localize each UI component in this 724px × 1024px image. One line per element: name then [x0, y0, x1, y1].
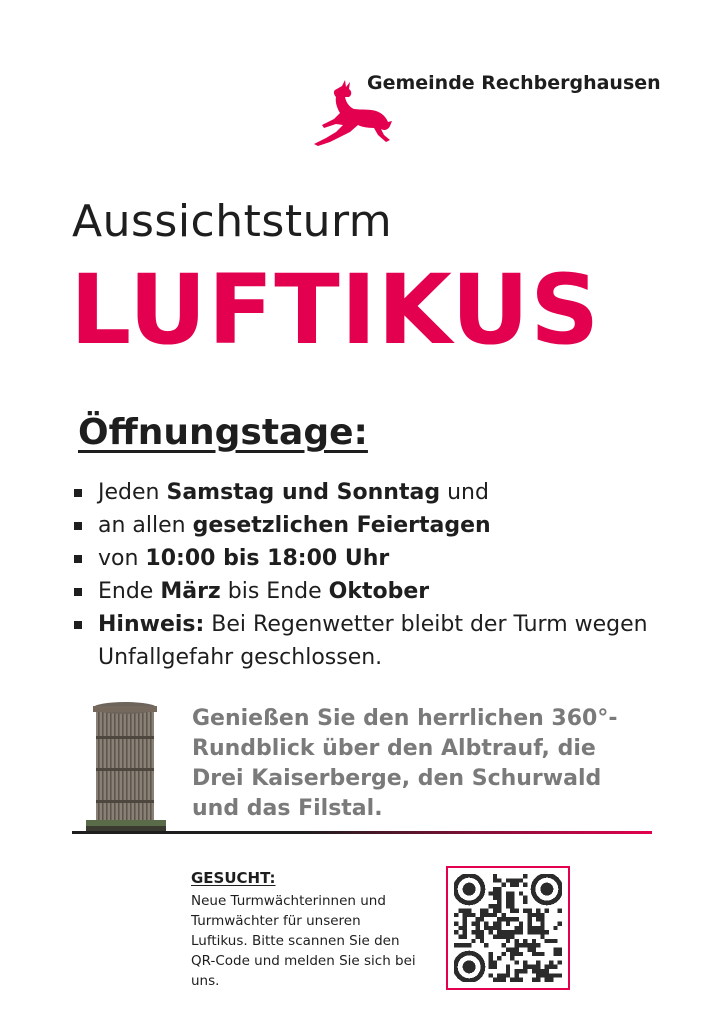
pre-title: Aussichtsturm	[72, 196, 393, 247]
qr-code-icon[interactable]	[454, 874, 562, 982]
info-text-bold: Oktober	[328, 579, 430, 604]
info-text-bold: März	[160, 579, 221, 604]
info-text: und	[440, 480, 489, 505]
info-text: an allen	[98, 513, 193, 538]
bullet-square-icon	[74, 621, 82, 629]
info-text: Ende	[98, 579, 161, 604]
info-text-bold: Samstag und Sonntag	[166, 480, 441, 505]
info-text: bis Ende	[220, 579, 329, 604]
info-text-bold: Hinweis:	[98, 612, 205, 637]
info-text: von	[98, 546, 146, 571]
main-title: LUFTIKUS	[70, 254, 601, 366]
opening-days-heading: Öffnungstage:	[78, 412, 368, 453]
opening-info-item	[74, 542, 674, 575]
bullet-square-icon	[74, 588, 82, 596]
info-text: Bei Regenwetter bleibt der Turm wegen Unfallgefahr geschlossen.	[98, 612, 648, 670]
opening-info-item	[74, 476, 674, 509]
opening-info-item	[74, 575, 674, 608]
bullet-square-icon	[74, 522, 82, 530]
info-text-bold: 10:00 bis 18:00 Uhr	[145, 546, 390, 571]
wanted-text: Neue Turmwächterinnen und Turmwächter für unseren Luftikus. Bitte scannen Sie den QR-Code und melden Sie sich bei uns.	[191, 893, 416, 989]
bullet-square-icon	[74, 489, 82, 497]
org-name: Gemeinde Rechberghausen	[367, 72, 661, 94]
bullet-square-icon	[74, 555, 82, 563]
divider-line	[72, 831, 652, 834]
wanted-heading: GESUCHT:	[191, 869, 276, 887]
opening-info-list	[74, 476, 674, 674]
info-text-bold: gesetzlichen Feiertagen	[192, 513, 491, 538]
opening-info-item	[74, 509, 674, 542]
opening-info-item	[74, 608, 674, 674]
info-text: Jeden	[98, 480, 167, 505]
qr-code-frame	[446, 866, 570, 990]
promo-text: Genießen Sie den herrlichen 360°-Rundblick über den Albtrauf, die Drei Kaiserberge, den Schurwald und das Filstal.	[192, 706, 618, 821]
tower-image	[86, 696, 166, 832]
